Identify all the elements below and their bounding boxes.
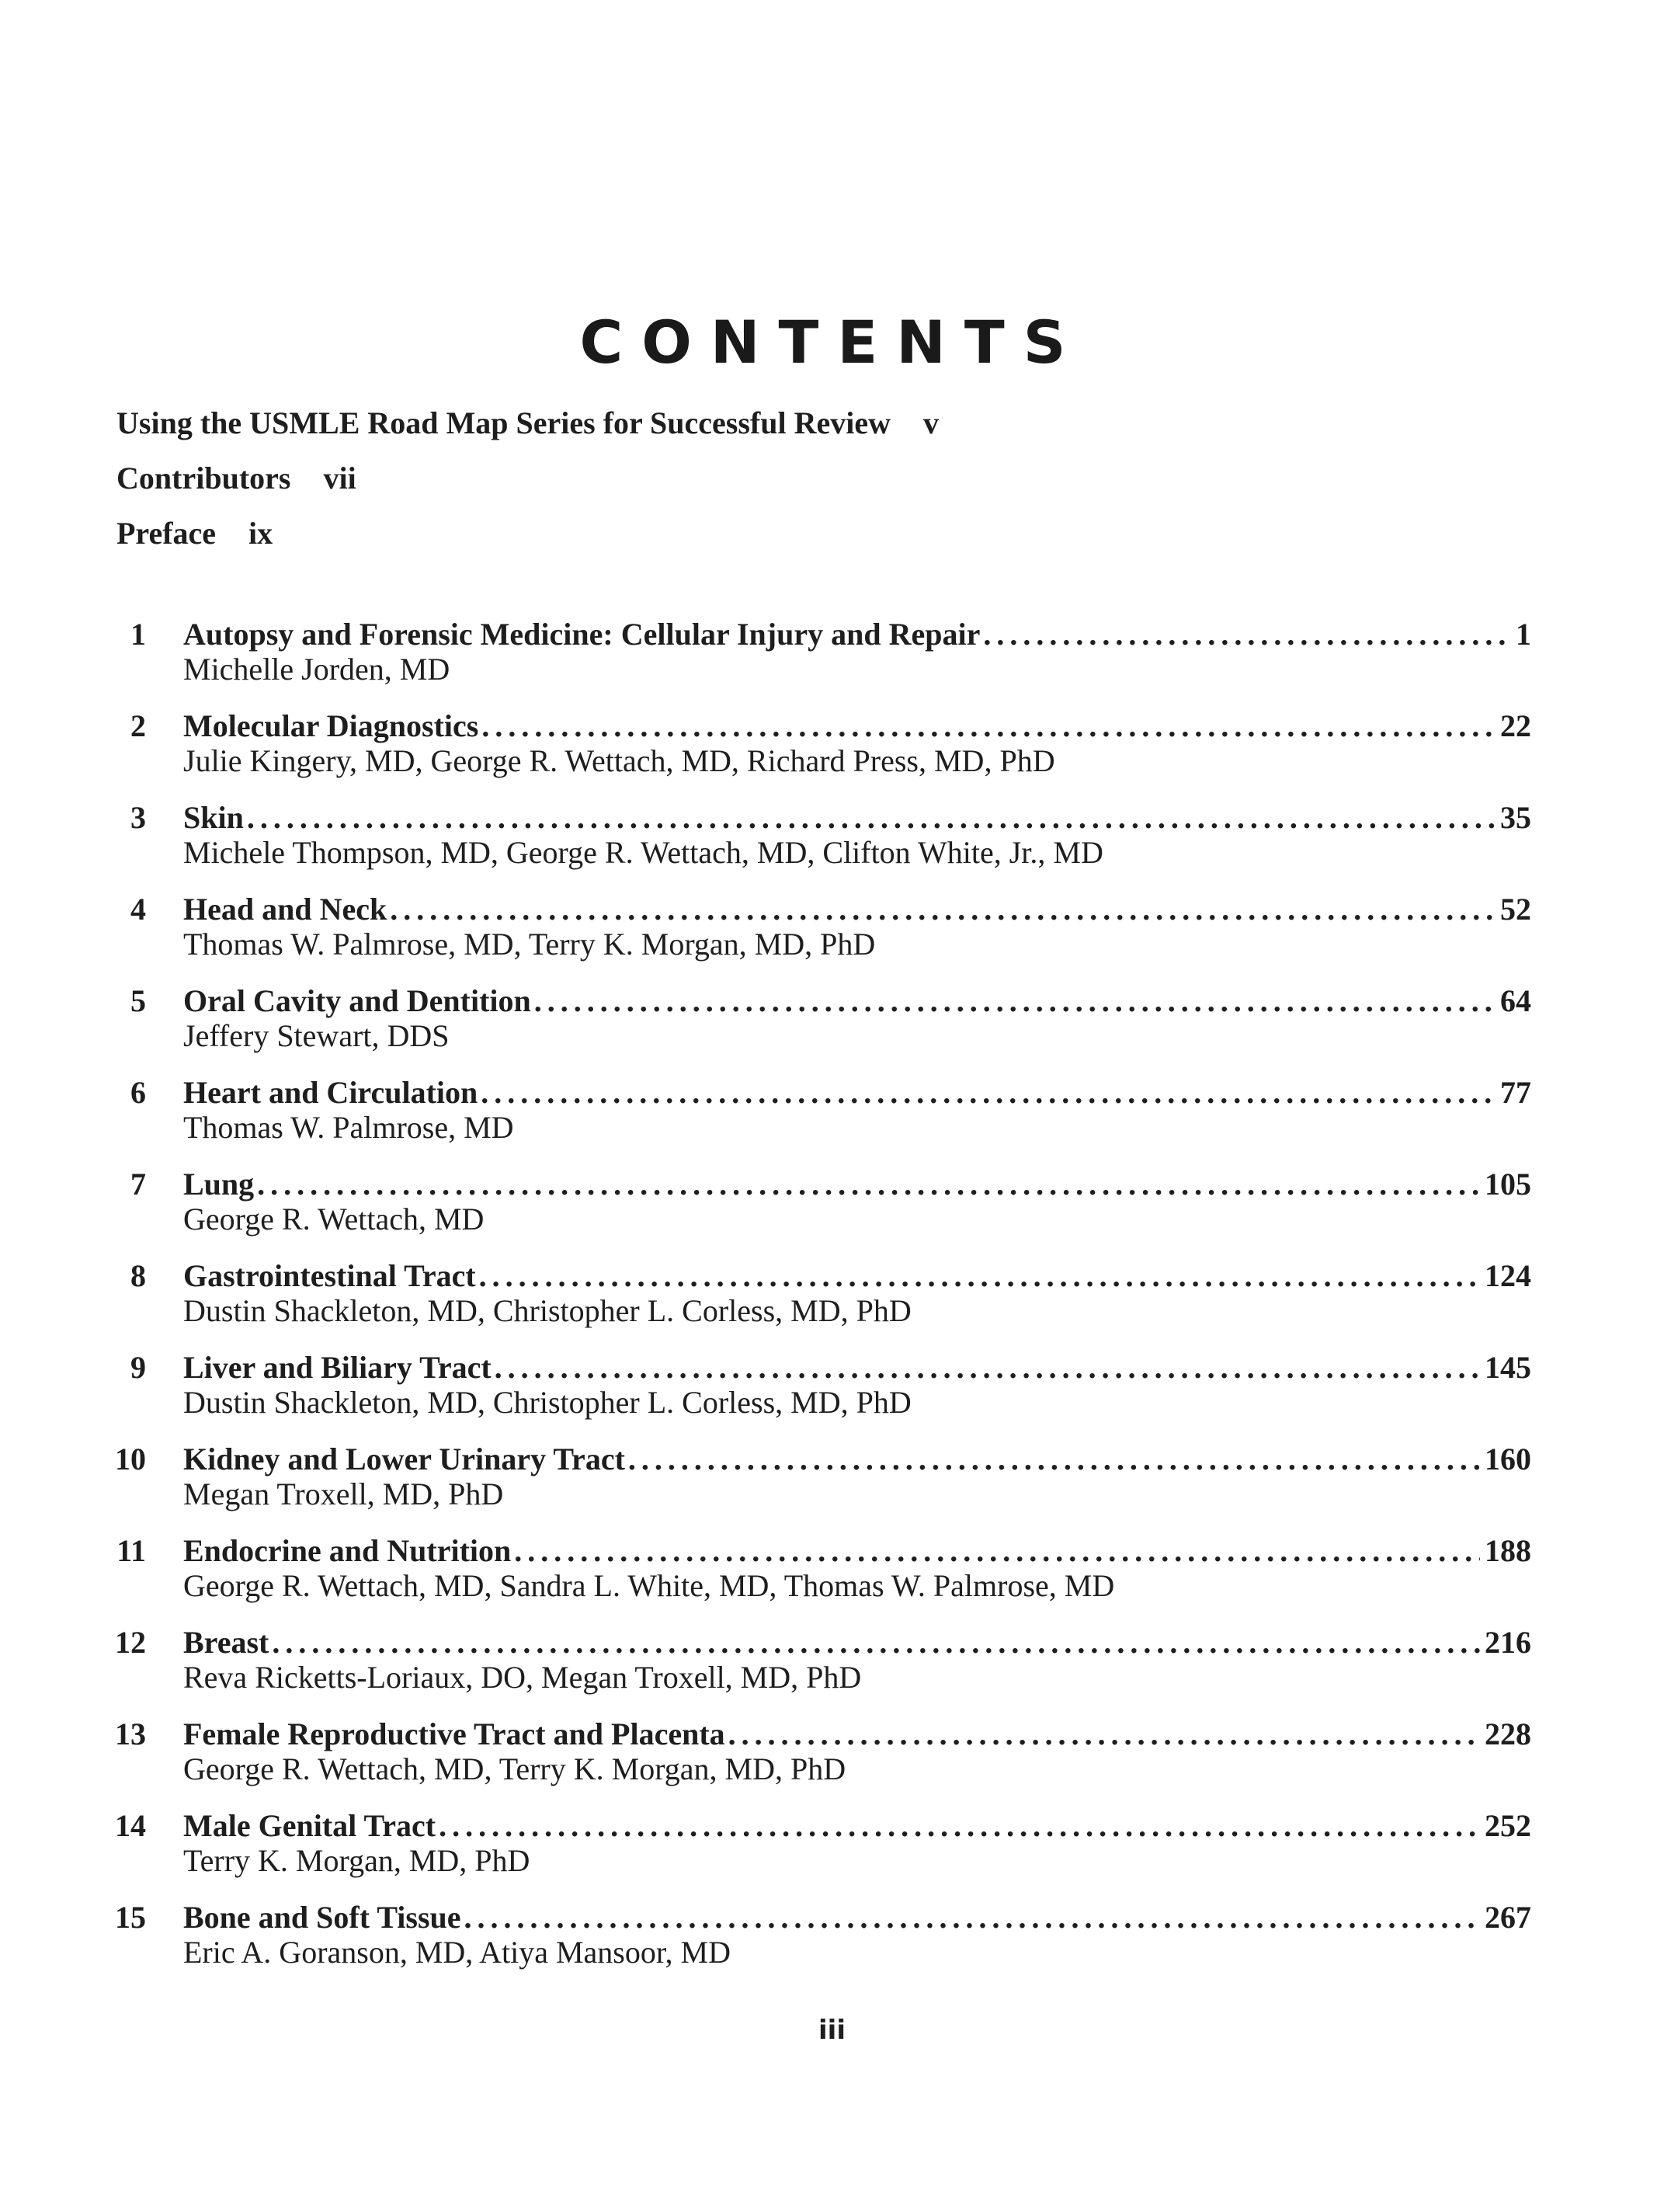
front-matter-item[interactable]	[116, 404, 1126, 459]
page-folio: iii	[818, 2015, 846, 2046]
chapter-title-line	[183, 1257, 1531, 1296]
chapter-title-line	[183, 1073, 1531, 1112]
chapter-number: 12	[115, 1625, 146, 1660]
chapter-number: 7	[130, 1167, 146, 1202]
chapter-title-line	[183, 1623, 1531, 1662]
chapter-page: 1	[1516, 617, 1531, 652]
dot-leader	[514, 1532, 1480, 1570]
chapter-title-line	[183, 1807, 1531, 1845]
dot-leader	[464, 1898, 1480, 1937]
chapter-page: 105	[1485, 1167, 1531, 1202]
front-matter-page: ix	[248, 516, 273, 551]
chapter-page: 228	[1485, 1716, 1531, 1751]
dot-leader	[481, 1073, 1496, 1112]
chapter-entry[interactable]	[116, 707, 1531, 798]
chapter-number: 13	[115, 1716, 146, 1751]
chapter-number: 8	[130, 1258, 146, 1293]
chapter-entry[interactable]	[116, 1165, 1531, 1257]
chapter-number: 2	[130, 708, 146, 743]
chapter-number: 11	[116, 1533, 146, 1568]
dot-leader	[257, 1165, 1480, 1204]
chapter-title-line	[183, 1898, 1531, 1937]
dot-leader	[628, 1440, 1480, 1479]
chapter-authors: Michele Thompson, MD, George R. Wettach, MD, Clifton White, Jr., MD	[183, 835, 1103, 870]
front-matter-page: v	[923, 405, 940, 440]
dot-leader	[390, 890, 1496, 929]
chapter-entry[interactable]	[116, 890, 1531, 982]
chapter-title-line	[183, 707, 1531, 746]
chapter-title-line	[183, 890, 1531, 929]
chapter-title: Head and Neck	[183, 892, 387, 927]
front-matter-label: Preface	[116, 516, 217, 551]
dot-leader	[247, 798, 1496, 837]
front-matter-label: Contributors	[116, 461, 291, 496]
chapter-title: Male Genital Tract	[183, 1808, 436, 1843]
chapter-number: 5	[130, 983, 146, 1018]
chapter-page: 145	[1485, 1350, 1531, 1385]
chapter-authors: Megan Troxell, MD, PhD	[183, 1476, 504, 1511]
chapter-title-line	[183, 1532, 1531, 1570]
chapter-entry[interactable]	[116, 982, 1531, 1073]
chapter-title-line	[183, 1715, 1531, 1754]
chapter-entry[interactable]	[116, 1623, 1531, 1715]
dot-leader	[479, 1257, 1480, 1296]
chapter-title: Gastrointestinal Tract	[183, 1258, 476, 1293]
chapter-number: 9	[130, 1350, 146, 1385]
chapter-authors: Thomas W. Palmrose, MD, Terry K. Morgan, MD, PhD	[183, 927, 876, 962]
chapter-title-line	[183, 615, 1531, 654]
chapter-authors: George R. Wettach, MD, Sandra L. White, MD, Thomas W. Palmrose, MD	[183, 1568, 1115, 1603]
chapter-title-line	[183, 982, 1531, 1021]
dot-leader	[495, 1348, 1480, 1387]
chapter-entry[interactable]	[116, 1807, 1531, 1898]
chapter-authors: Jeffery Stewart, DDS	[183, 1018, 450, 1053]
chapter-entry[interactable]	[116, 1348, 1531, 1440]
chapter-title: Heart and Circulation	[183, 1075, 478, 1110]
front-matter-list	[116, 404, 1126, 569]
chapter-title: Endocrine and Nutrition	[183, 1533, 512, 1568]
chapter-page: 124	[1485, 1258, 1531, 1293]
chapter-list	[116, 615, 1531, 1990]
chapter-number: 14	[115, 1808, 146, 1843]
chapter-title: Liver and Biliary Tract	[183, 1350, 492, 1385]
chapter-authors: Thomas W. Palmrose, MD	[183, 1110, 514, 1145]
chapter-authors: Reva Ricketts-Loriaux, DO, Megan Troxell, MD, PhD	[183, 1660, 862, 1695]
chapter-page: 188	[1485, 1533, 1531, 1568]
chapter-title: Female Reproductive Tract and Placenta	[183, 1716, 725, 1751]
chapter-authors: Michelle Jorden, MD	[183, 652, 450, 687]
chapter-title: Lung	[183, 1167, 255, 1202]
dot-leader	[534, 982, 1496, 1021]
chapter-title-line	[183, 798, 1531, 837]
front-matter-label: Using the USMLE Road Map Series for Successful Review	[116, 405, 891, 440]
dot-leader	[439, 1807, 1480, 1845]
chapter-title: Oral Cavity and Dentition	[183, 983, 531, 1018]
dot-leader	[728, 1715, 1480, 1754]
chapter-title-line	[183, 1348, 1531, 1387]
chapter-entry[interactable]	[116, 1073, 1531, 1165]
chapter-title: Bone and Soft Tissue	[183, 1900, 461, 1935]
chapter-authors: Dustin Shackleton, MD, Christopher L. Corless, MD, PhD	[183, 1385, 912, 1420]
dot-leader	[481, 707, 1496, 746]
chapter-entry[interactable]	[116, 1898, 1531, 1990]
chapter-entry[interactable]	[116, 1532, 1531, 1623]
chapter-page: 64	[1500, 983, 1531, 1018]
chapter-entry[interactable]	[116, 798, 1531, 890]
chapter-number: 3	[130, 800, 146, 835]
front-matter-page: vii	[323, 461, 356, 496]
chapter-number: 15	[115, 1900, 146, 1935]
chapter-authors: George R. Wettach, MD, Terry K. Morgan, MD, PhD	[183, 1751, 846, 1786]
front-matter-item[interactable]	[116, 459, 1126, 514]
chapter-page: 216	[1485, 1625, 1531, 1660]
chapter-authors: Dustin Shackleton, MD, Christopher L. Corless, MD, PhD	[183, 1293, 912, 1328]
chapter-title: Kidney and Lower Urinary Tract	[183, 1442, 625, 1476]
front-matter-item[interactable]	[116, 514, 1126, 569]
chapter-authors: Eric A. Goranson, MD, Atiya Mansoor, MD	[183, 1935, 731, 1970]
dot-leader	[983, 615, 1511, 654]
chapter-authors: Julie Kingery, MD, George R. Wettach, MD, Richard Press, MD, PhD	[183, 743, 1055, 778]
chapter-title: Skin	[183, 800, 244, 835]
chapter-page: 22	[1500, 708, 1531, 743]
page-title: CONTENTS	[579, 307, 1085, 377]
chapter-number: 6	[130, 1075, 146, 1110]
chapter-authors: George R. Wettach, MD	[183, 1202, 485, 1236]
chapter-title-line	[183, 1440, 1531, 1479]
chapter-entry[interactable]	[116, 1715, 1531, 1807]
chapter-page: 35	[1500, 800, 1531, 835]
chapter-number: 10	[115, 1442, 146, 1476]
chapter-title: Autopsy and Forensic Medicine: Cellular Injury and Repair	[183, 617, 981, 652]
chapter-entry[interactable]	[116, 1257, 1531, 1348]
chapter-page: 160	[1485, 1442, 1531, 1476]
chapter-authors: Terry K. Morgan, MD, PhD	[183, 1843, 530, 1878]
chapter-title: Molecular Diagnostics	[183, 708, 479, 743]
chapter-number: 4	[130, 892, 146, 927]
chapter-number: 1	[130, 617, 146, 652]
chapter-title: Breast	[183, 1625, 269, 1660]
chapter-page: 252	[1485, 1808, 1531, 1843]
dot-leader	[272, 1623, 1480, 1662]
chapter-entry[interactable]	[116, 1440, 1531, 1532]
chapter-page: 52	[1500, 892, 1531, 927]
chapter-entry[interactable]	[116, 615, 1531, 707]
chapter-page: 267	[1485, 1900, 1531, 1935]
chapter-title-line	[183, 1165, 1531, 1204]
chapter-page: 77	[1500, 1075, 1531, 1110]
